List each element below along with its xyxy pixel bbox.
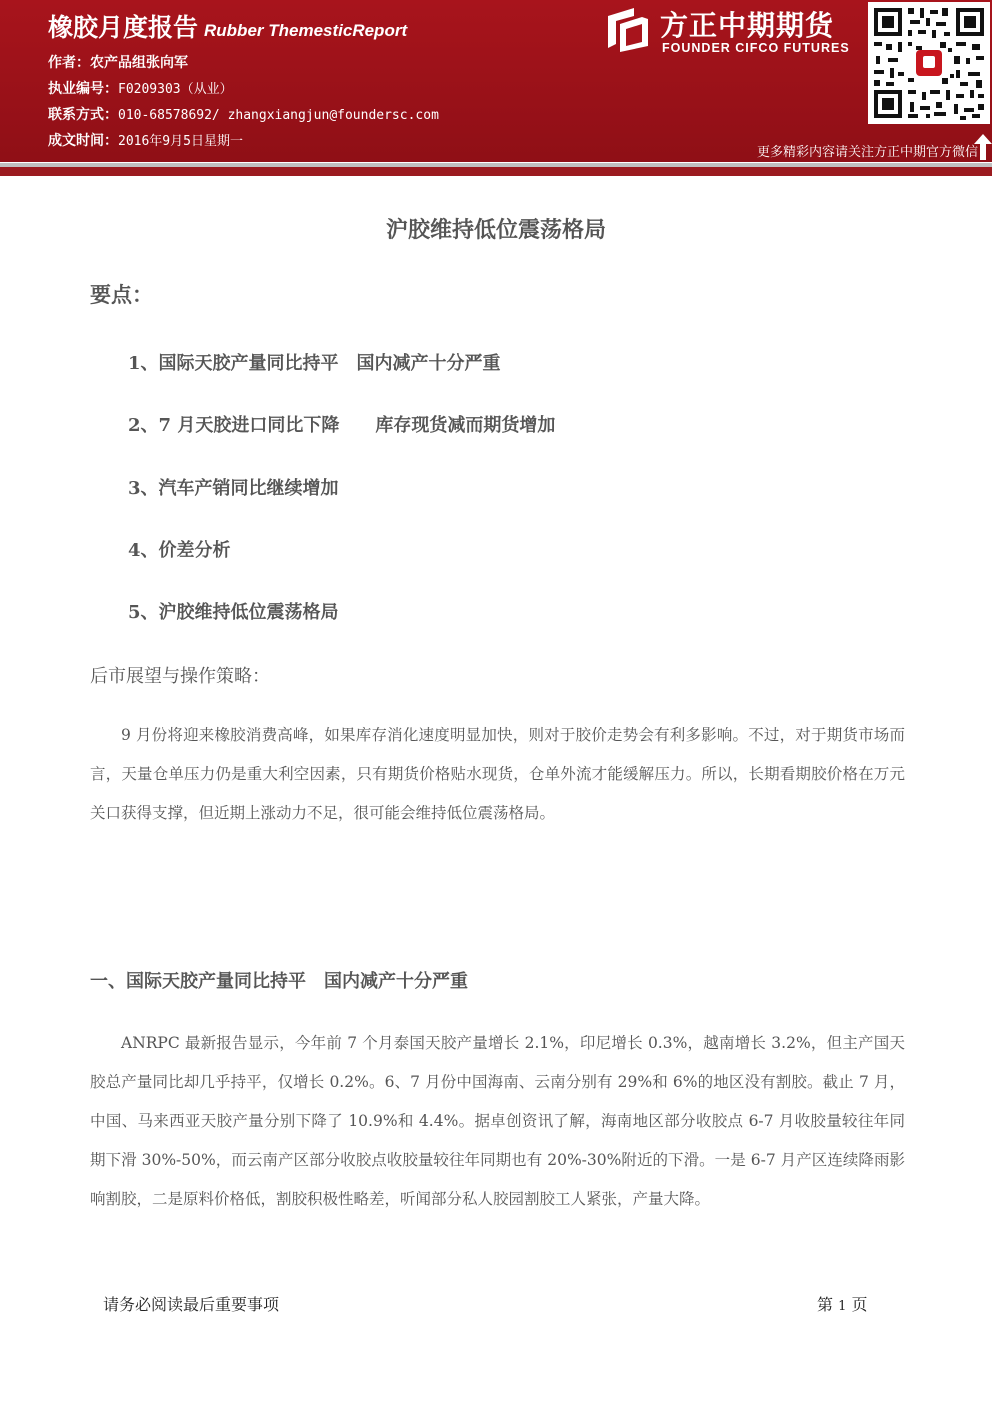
section-1-paragraph: ANRPC 最新报告显示，今年前 7 个月泰国天胶产量增长 2.1%，印尼增长 0.3%，越南增长 3.2%，但主产国天胶总产量同比却几乎持平，仅增长 0.2%。6、7 月份中国海南、云南分别有 29%和 6%的地区没有割胶。截止 7 月，中国、马来西亚天胶产量分别下降了 10.9%和 4.4%。据卓创资讯了解，海南地区部分收胶点 6-7 月收胶量较往年同期下滑 30%-50%，而云南产区部分收胶点收胶量较往年同期也有 20%-30%附近的下滑。一是 6-7 月产区连续降雨影响割胶，二是原料价格低，割胶积极性略差，听闻部分私人胶园割胶工人紧张，产量大降。 <box>90 1034 905 1208</box>
document-title: 沪胶维持低位震荡格局 <box>385 217 606 243</box>
report-title-en: Rubber ThemesticReport <box>204 21 408 40</box>
page-number: 1 <box>838 1299 847 1314</box>
date-label: 成文时间： <box>48 133 118 149</box>
section-1-heading: 一、国际天胶产量同比持平 国内减产十分严重 <box>90 971 468 992</box>
author-line <box>48 52 188 72</box>
contact-value: 010-68578692/ zhangxiangjun@foundersc.com <box>118 108 439 123</box>
report-title-cn: 橡胶月度报告 <box>48 13 199 42</box>
logo-mark-icon <box>604 6 652 54</box>
date-value: 2016年9月5日星期一 <box>118 134 243 149</box>
contact-label: 联系方式： <box>48 107 118 123</box>
license-value: F0209303（从业） <box>118 82 233 97</box>
logo-text-en: FOUNDER CIFCO FUTURES <box>662 41 850 55</box>
company-logo <box>604 6 864 62</box>
wechat-qr-code <box>868 2 990 124</box>
page-indicator <box>817 1292 868 1315</box>
report-title <box>48 8 407 44</box>
contact-line <box>48 104 439 124</box>
header-divider-red <box>0 167 992 176</box>
strategy-paragraph: 9 月份将迎来橡胶消费高峰，如果库存消化速度明显加快，则对于胶价走势会有利多影响。不过，对于期货市场而言，天量仓单压力仍是重大利空因素，只有期货价格贴水现货，仓单外流才能缓解压力。所以，长期看期胶价格在万元关口获得支撑，但近期上涨动力不足，很可能会维持低位震荡格局。 <box>90 726 905 822</box>
key-point-4: 4、价差分析 <box>128 540 231 561</box>
strategy-label: 后市展望与操作策略： <box>90 666 270 687</box>
license-line <box>48 78 233 98</box>
author-label: 作者： <box>48 55 90 71</box>
key-points-label: 要点： <box>90 282 153 307</box>
wechat-tip: 更多精彩内容请关注方正中期官方微信 <box>756 145 978 160</box>
page-suffix: 页 <box>851 1295 868 1314</box>
author-value: 农产品组张向军 <box>90 55 188 71</box>
page-prefix: 第 <box>817 1295 834 1314</box>
date-line <box>48 130 243 150</box>
footer-notice: 请务必阅读最后重要事项 <box>103 1295 280 1314</box>
qr-code-icon <box>868 2 990 124</box>
key-point-1: 1、国际天胶产量同比持平 国内减产十分严重 <box>128 353 501 374</box>
report-header <box>0 0 992 162</box>
key-point-2: 2、7 月天胶进口同比下降 库存现货减而期货增加 <box>128 415 556 436</box>
up-arrow-icon <box>974 134 992 160</box>
logo-text-cn: 方正中期期货 <box>660 9 835 42</box>
license-label: 执业编号： <box>48 81 118 97</box>
key-point-3: 3、汽车产销同比继续增加 <box>128 478 339 499</box>
key-point-5: 5、沪胶维持低位震荡格局 <box>128 602 339 623</box>
